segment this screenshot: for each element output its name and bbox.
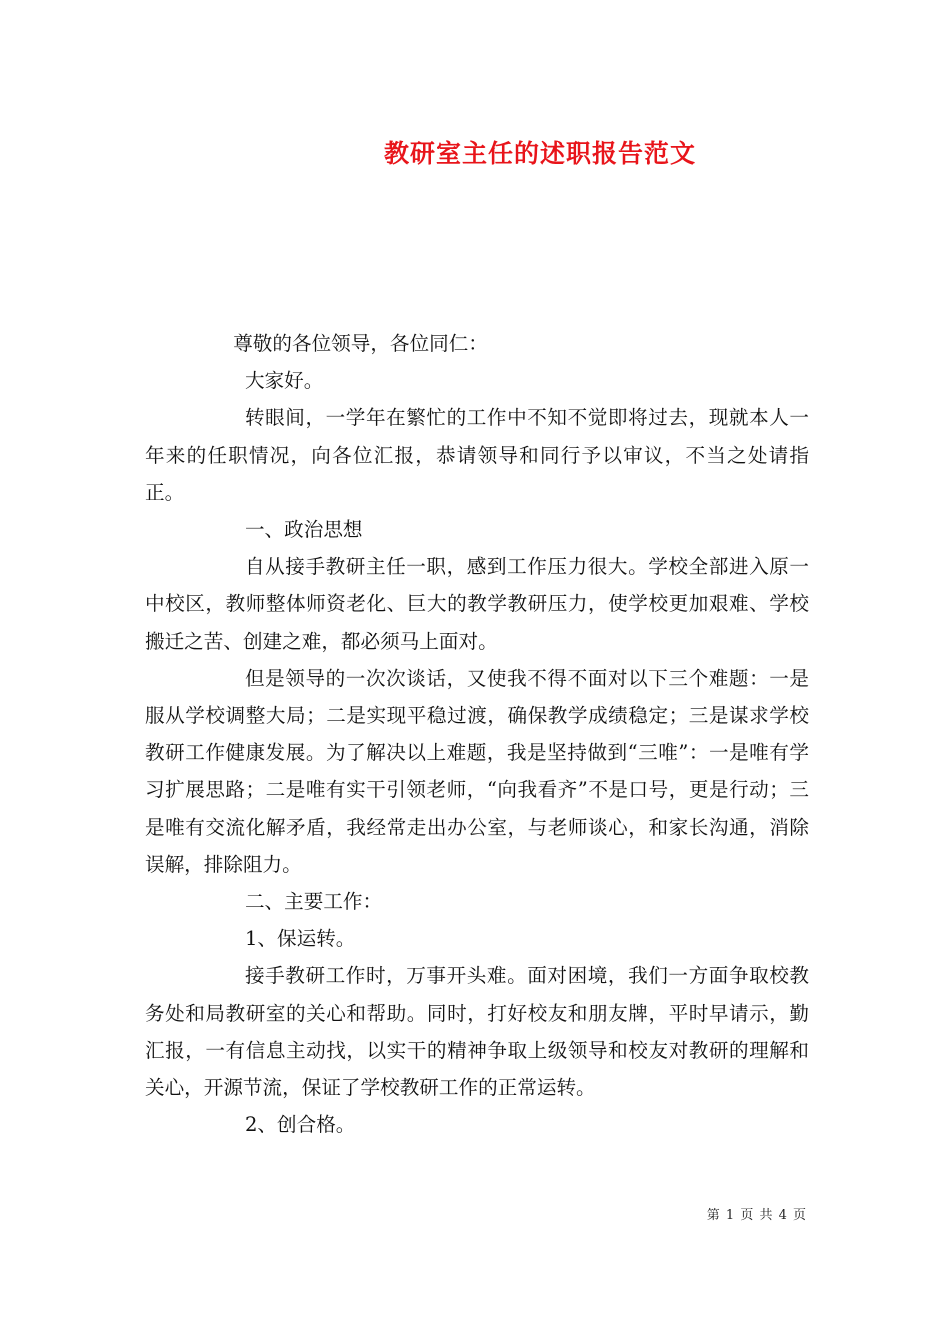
subheading-qualified: 2、创合格。 (244, 1113, 356, 1137)
salutation: 尊敬的各位领导，各位同仁： (233, 332, 488, 355)
subheading-operation: 1、保运转。 (244, 927, 356, 951)
document-body (145, 325, 809, 1143)
greeting: 大家好。 (244, 369, 324, 393)
paragraph-politics: 自从接手教研主任一职，感到工作压力很大。学校全部进入原一中校区，教师整体师资老化、巨大的教学教研压力，使学校更加艰难、学校搬迁之苦、创建之难，都必须马上面对。 (145, 555, 809, 653)
paragraph-intro: 转眼间，一学年在繁忙的工作中不知不觉即将过去，现就本人一年来的任职情况，向各位汇报，恭请领导和同行予以审议，不当之处请指正。 (145, 406, 809, 504)
section-heading-main-work: 二、主要工作： (244, 890, 383, 914)
section-heading-politics: 一、政治思想 (244, 518, 363, 542)
document-title: 教研室主任的述职报告范文 (383, 139, 696, 168)
paragraph-operation: 接手教研工作时，万事开头难。面对困境，我们一方面争取校教务处和局教研室的关心和帮助。同时，打好校友和朋友牌，平时早请示，勤汇报，一有信息主动找，以实干的精神争取上级领导和校友对教研的理解和关心，开源节流，保证了学校教研工作的正常运转。 (145, 964, 809, 1100)
page-indicator: 第 1 页 共 4 页 (706, 1208, 807, 1223)
paragraph-three-challenges: 但是领导的一次次谈话，又使我不得不面对以下三个难题：一是服从学校调整大局；二是实现平稳过渡，确保教学成绩稳定；三是谋求学校教研工作健康发展。为了解决以上难题，我是坚持做到“三唯”：一是唯有学习扩展思路；二是唯有实干引领老师，“向我看齐”不是口号，更是行动；三是唯有交流化解矛盾，我经常走出办公室，与老师谈心，和家长沟通，消除误解，排除阻力。 (145, 666, 809, 876)
